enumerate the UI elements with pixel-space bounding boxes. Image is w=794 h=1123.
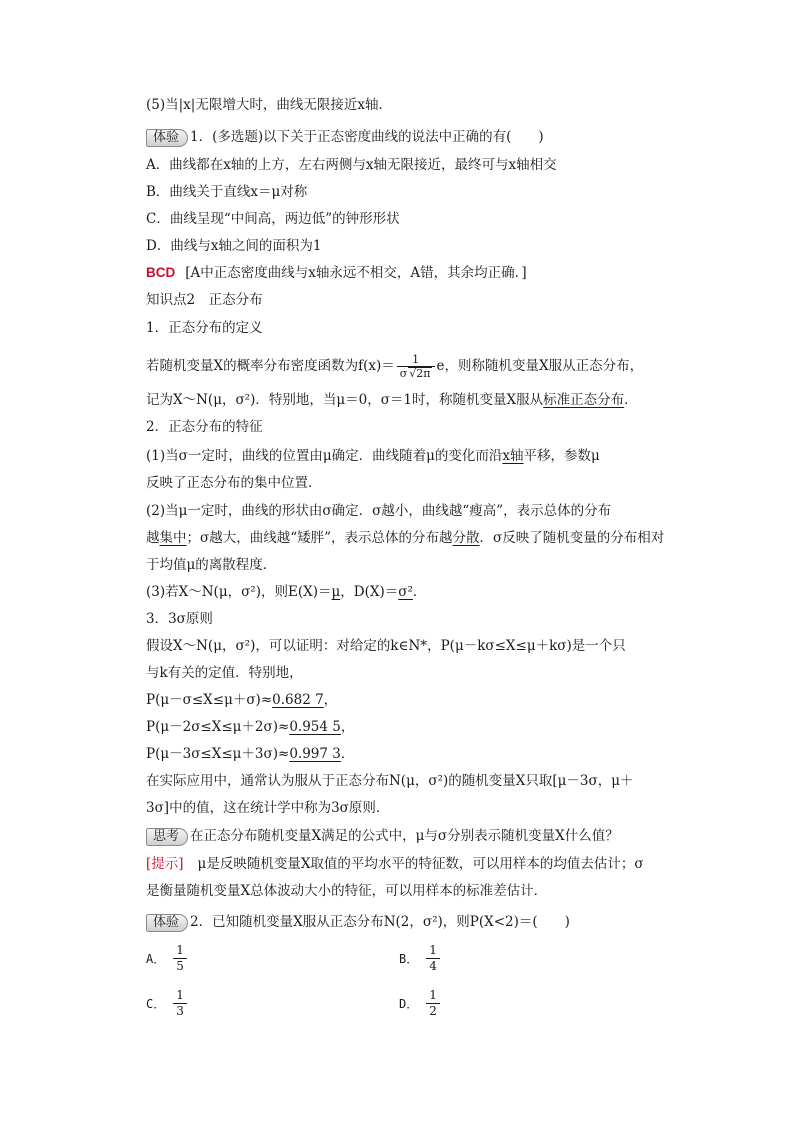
definition-line-2 xyxy=(146,390,676,410)
exercise-1-stem xyxy=(146,127,676,147)
tiyan-tag-2: 体验 xyxy=(146,914,188,932)
application-line-1: 在实际应用中，通常认为服从于正态分布N(μ，σ²)的随机变量X只取[μ－3σ，μ＋ xyxy=(146,773,634,789)
exercise-1-answer-line xyxy=(146,263,676,283)
option-b-num: 1 xyxy=(429,943,437,957)
probability-3-end: ． xyxy=(340,746,355,762)
definition-line-1 xyxy=(146,352,676,380)
feature-1-text-b: 平移，参数μ xyxy=(523,448,600,464)
probability-3 xyxy=(146,744,676,764)
definition-text-d: ． xyxy=(624,392,638,408)
probability-3-expr: P(μ－3σ≤X≤μ＋3σ)≈ xyxy=(146,746,290,762)
option-b-den: 4 xyxy=(426,958,440,974)
option-c-label: C． xyxy=(146,996,166,1011)
option-a-den: 5 xyxy=(173,958,187,974)
option-b-fraction xyxy=(426,943,440,974)
probability-2-value: 0.954 5 xyxy=(289,719,341,735)
definition-text-a: 若随机变量X的概率分布密度函数为f(x)＝ xyxy=(146,358,395,374)
feature-2-line-2 xyxy=(146,528,676,548)
feature-2-line-3: 于均值μ的离散程度． xyxy=(146,557,277,573)
application-line-2: 3σ]中的值，这在统计学中称为3σ原则． xyxy=(146,800,390,816)
denominator-sigma: σ xyxy=(399,366,408,380)
probability-1-sep: ， xyxy=(323,692,338,708)
sikao-tag: 思考 xyxy=(146,828,188,846)
feature-2-text-a: 越 xyxy=(146,530,160,546)
hint-line-1 xyxy=(146,854,676,874)
exercise-1-explanation: [A中正态密度曲线与x轴永远不相交，A错，其余均正确．] xyxy=(185,265,527,281)
exercise-2-option-c xyxy=(146,988,189,1019)
exercise-2-question: 2．已知随机变量X服从正态分布N(2，σ²)，则P(X<2)＝( ) xyxy=(190,914,570,930)
probability-2 xyxy=(146,717,676,737)
exercise-1-option-c: C．曲线呈现“中间高，两边低”的钟形形状 xyxy=(146,211,400,227)
probability-1-expr: P(μ－σ≤X≤μ＋σ)≈ xyxy=(146,692,273,708)
three-sigma-line-2: 与k有关的定值．特别地， xyxy=(146,665,303,681)
three-sigma-title: 3．3σ原则 xyxy=(146,611,213,627)
hint-text-1: μ是反映随机变量X取值的平均水平的特征数，可以用样本的均值去估计；σ xyxy=(197,856,644,872)
option-d-den: 2 xyxy=(426,1003,440,1019)
feature-3-text-b: ，D(X)＝ xyxy=(340,584,399,600)
option-a-num: 1 xyxy=(176,943,184,957)
fraction-denominator xyxy=(397,366,435,380)
definition-text-c: 记为X～N(μ，σ²)．特别地，当μ＝0，σ＝1时，称随机变量X服从 xyxy=(146,392,544,408)
variance-answer: σ² xyxy=(398,584,413,600)
definition-title: 1．正态分布的定义 xyxy=(146,320,263,336)
feature-1-line-2: 反映了正态分布的集中位置． xyxy=(146,475,322,491)
option-c-fraction xyxy=(173,988,187,1019)
option-a-label: A． xyxy=(146,951,166,966)
think-question-text: 在正态分布随机变量X满足的公式中，μ与σ分别表示随机变量X什么值？ xyxy=(190,828,619,844)
hint-tag: [提示] xyxy=(146,856,184,872)
probability-1-value: 0.682 7 xyxy=(272,692,324,708)
dispersed-term: 分散 xyxy=(452,530,480,546)
probability-1 xyxy=(146,690,676,710)
hint-line-2: 是衡量随机变量X总体波动大小的特征，可以用样本的标准差估计． xyxy=(146,883,548,899)
feature-3-text-a: (3)若X～N(μ，σ²)，则E(X)＝ xyxy=(146,584,332,600)
section-title-k2: 知识点2 正态分布 xyxy=(146,292,263,308)
exercise-1-option-d: D．曲线与x轴之间的面积为1 xyxy=(146,238,322,254)
option-c-den: 3 xyxy=(173,1003,187,1019)
definition-text-b: e，则称随机变量X服从正态分布， xyxy=(436,358,644,374)
option-d-label: D． xyxy=(399,996,419,1011)
sqrt-content: 2π xyxy=(416,366,431,380)
tiyan-tag: 体验 xyxy=(146,129,188,147)
exercise-1-answer: BCD xyxy=(146,265,176,280)
features-title: 2．正态分布的特征 xyxy=(146,419,263,435)
probability-2-expr: P(μ－2σ≤X≤μ＋2σ)≈ xyxy=(146,719,290,735)
exercise-1-option-a: A．曲线都在x轴的上方，左右两侧与x轴无限接近，最终可与x轴相交 xyxy=(146,157,557,173)
density-fraction xyxy=(397,354,435,380)
feature-1-line-1 xyxy=(146,446,676,466)
feature-2-text-c: ．σ反映了随机变量的分布相对 xyxy=(479,530,665,546)
x-axis-term: x轴 xyxy=(502,448,524,464)
expectation-answer: μ xyxy=(331,584,341,600)
exercise-2-option-b xyxy=(399,943,442,974)
exercise-2-stem xyxy=(146,912,676,932)
property-5: (5)当|x|无限增大时，曲线无限接近x轴． xyxy=(146,97,392,113)
option-c-num: 1 xyxy=(176,988,184,1002)
exercise-1-question: 1．(多选题)以下关于正态密度曲线的说法中正确的有( ) xyxy=(190,129,544,145)
feature-2-line-1: (2)当μ一定时，曲线的形状由σ确定．σ越小，曲线越“瘦高”，表示总体的分布 xyxy=(146,503,612,519)
feature-1-text-a: (1)当σ一定时，曲线的位置由μ确定．曲线随着μ的变化而沿 xyxy=(146,448,503,464)
option-d-fraction xyxy=(426,988,440,1019)
feature-3-line xyxy=(146,582,676,602)
exercise-2-option-a xyxy=(146,943,189,974)
feature-2-text-b: ；σ越大，曲线越“矮胖”，表示总体的分布越 xyxy=(186,530,453,546)
standard-normal-term: 标准正态分布 xyxy=(543,392,625,408)
think-question xyxy=(146,826,676,846)
option-d-num: 1 xyxy=(429,988,437,1002)
probability-3-value: 0.997 3 xyxy=(289,746,341,762)
exercise-1-option-b: B．曲线关于直线x＝μ对称 xyxy=(146,184,308,200)
option-a-fraction xyxy=(173,943,187,974)
exercise-2-option-d xyxy=(399,988,442,1019)
fraction-numerator: 1 xyxy=(412,352,420,366)
sqrt-term: √2π xyxy=(409,366,431,380)
feature-3-text-c: ． xyxy=(412,584,427,600)
concentrated-term: 集中 xyxy=(159,530,187,546)
three-sigma-line-1: 假设X～N(μ，σ²)，可以证明：对给定的k∈N*，P(μ－kσ≤X≤μ＋kσ)是一个只 xyxy=(146,638,626,654)
probability-2-sep: ， xyxy=(340,719,355,735)
option-b-label: B． xyxy=(399,951,419,966)
